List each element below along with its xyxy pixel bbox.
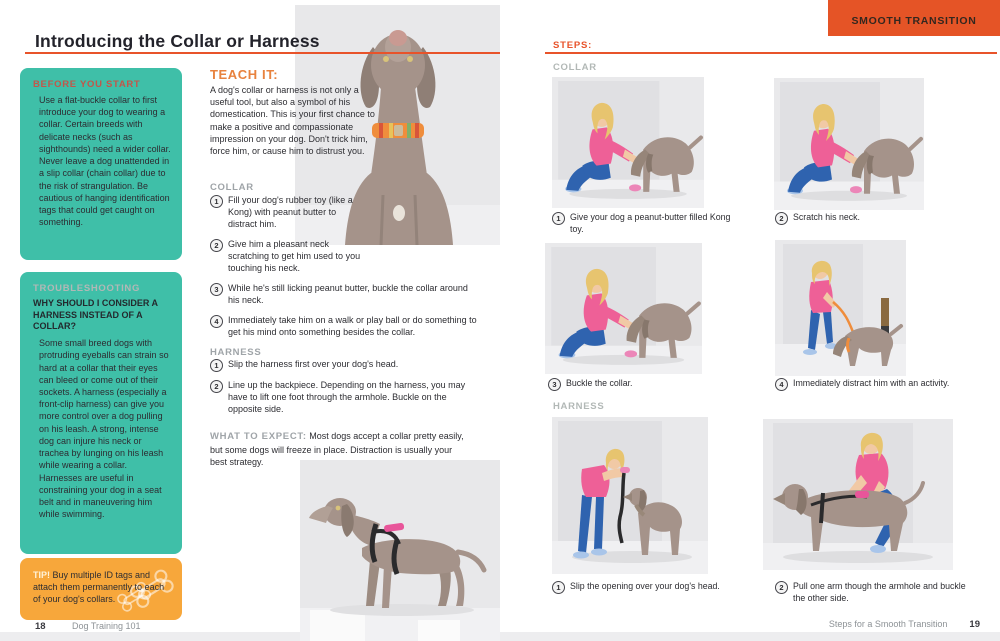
collar-steps-list	[210, 195, 480, 347]
tip-box	[20, 558, 182, 620]
photo-dog-harness-standing	[300, 460, 500, 641]
collar-heading-right: COLLAR	[553, 62, 597, 73]
troubleshooting-body: Some small breed dogs with protruding eyeballs can strain so hard at a collar that their eyes can bleed or come out of their sockets. A harness (especially a front-clip harness) can give you more control over a dog pulling on his leash. A strong, intense dog can injure his neck or trachea by lunging on his leash while wearing a collar. Harnesses are useful in constraining your dog in a seat belt and in maneuvering him while swimming.	[39, 338, 169, 520]
collar-step-3: 3 While he's still licking peanut butter, buckle the collar around his neck.	[210, 283, 480, 307]
photo-collar-step-2	[774, 78, 924, 210]
harness-steps-list	[210, 359, 480, 424]
step-number-badge: 1	[552, 581, 565, 594]
smooth-transition-banner: SMOOTH TRANSITION	[828, 0, 1000, 36]
collar-step-4: 4 Immediately take him on a walk or play ball or do something to get his mind onto something besides the collar.	[210, 315, 480, 339]
caption-collar-step-2: 2 Scratch his neck.	[775, 212, 953, 225]
step-number-badge: 1	[210, 359, 223, 372]
caption-collar-step-3: 3 Buckle the collar.	[548, 378, 716, 391]
steps-underline	[545, 52, 997, 54]
what-to-expect-body: Most dogs accept a collar pretty easily, but some dogs will freeze in place. Distraction is usually your best strategy.	[210, 431, 464, 468]
photo-harness-step-2	[763, 419, 953, 570]
before-you-start-heading: BEFORE YOU START	[33, 79, 141, 90]
page-number-left: 18	[35, 621, 46, 632]
tip-body: Buy multiple ID tags and attach them permanently to each of your dog's collars.	[33, 570, 165, 605]
step-number-badge: 2	[210, 380, 223, 393]
page-bottom-edge	[0, 632, 1000, 641]
page-title: Introducing the Collar or Harness	[35, 31, 320, 51]
step-number-badge: 2	[210, 239, 223, 252]
collar-step-1: 1 Fill your dog's rubber toy (like a Kong) with peanut butter to distract him.	[210, 195, 480, 231]
collar-heading-left: COLLAR	[210, 182, 254, 193]
teach-it-body: A dog's collar or harness is not only a useful tool, but also a symbol of his domestication. This is your first chance to make a positive and compassionate impression on your dog. Don't trick him, force him, or cause him to distrust you.	[210, 85, 375, 157]
before-you-start-body: Use a flat-buckle collar to first introduce your dog to wearing a collar. Certain breeds with delicate necks (such as sighthounds) need a wider collar. Never leave a dog unattended in a slip collar (chain collar) due to the risk of strangulation. Be cautious of hanging identification tags that could get caught on something.	[39, 95, 171, 228]
book-title-footer: Dog Training 101	[72, 621, 141, 631]
photo-harness-step-1	[552, 417, 708, 574]
caption-harness-step-2: 2 Pull one arm though the armhole and buckle the other side.	[775, 581, 971, 604]
steps-label: STEPS:	[553, 40, 593, 51]
caption-collar-step-4: 4 Immediately distract him with an activity.	[775, 378, 993, 391]
teach-it-heading: TEACH IT:	[210, 67, 279, 82]
photo-collar-step-3	[545, 243, 702, 374]
harness-heading-left: HARNESS	[210, 347, 262, 358]
caption-collar-step-1: 1 Give your dog a peanut-butter filled Kong toy.	[552, 212, 732, 235]
harness-step-2: 2 Line up the backpiece. Depending on the harness, you may have to lift one foot through the armhole. Buckle on the opposite side.	[210, 380, 480, 416]
step-number-badge: 2	[775, 212, 788, 225]
chapter-footer-caption: Steps for a Smooth Transition	[828, 619, 948, 629]
photo-collar-step-4	[775, 240, 906, 376]
step-number-badge: 3	[210, 283, 223, 296]
troubleshooting-heading: TROUBLESHOOTING	[33, 283, 141, 294]
step-number-badge: 1	[552, 212, 565, 225]
before-you-start-box	[20, 68, 182, 260]
photo-collar-step-1	[552, 77, 704, 208]
title-underline	[25, 52, 500, 54]
harness-heading-right: HARNESS	[553, 401, 605, 412]
footer-right	[640, 619, 980, 630]
harness-step-1: 1 Slip the harness first over your dog's head.	[210, 359, 480, 372]
tip-label: TIP!	[33, 570, 50, 580]
step-number-badge: 2	[775, 581, 788, 594]
step-number-badge: 4	[210, 315, 223, 328]
page-number-right: 19	[969, 619, 980, 630]
step-number-badge: 3	[548, 378, 561, 391]
caption-harness-step-1: 1 Slip the opening over your dog's head.	[552, 581, 780, 594]
what-to-expect-label: WHAT TO EXPECT:	[210, 431, 307, 442]
collar-step-2: 2 Give him a pleasant neck scratching to get him used to you touching his neck.	[210, 239, 480, 275]
step-number-badge: 4	[775, 378, 788, 391]
troubleshooting-box	[20, 272, 182, 554]
troubleshooting-question: WHY SHOULD I CONSIDER A HARNESS INSTEAD OF A COLLAR?	[33, 298, 158, 332]
step-number-badge: 1	[210, 195, 223, 208]
